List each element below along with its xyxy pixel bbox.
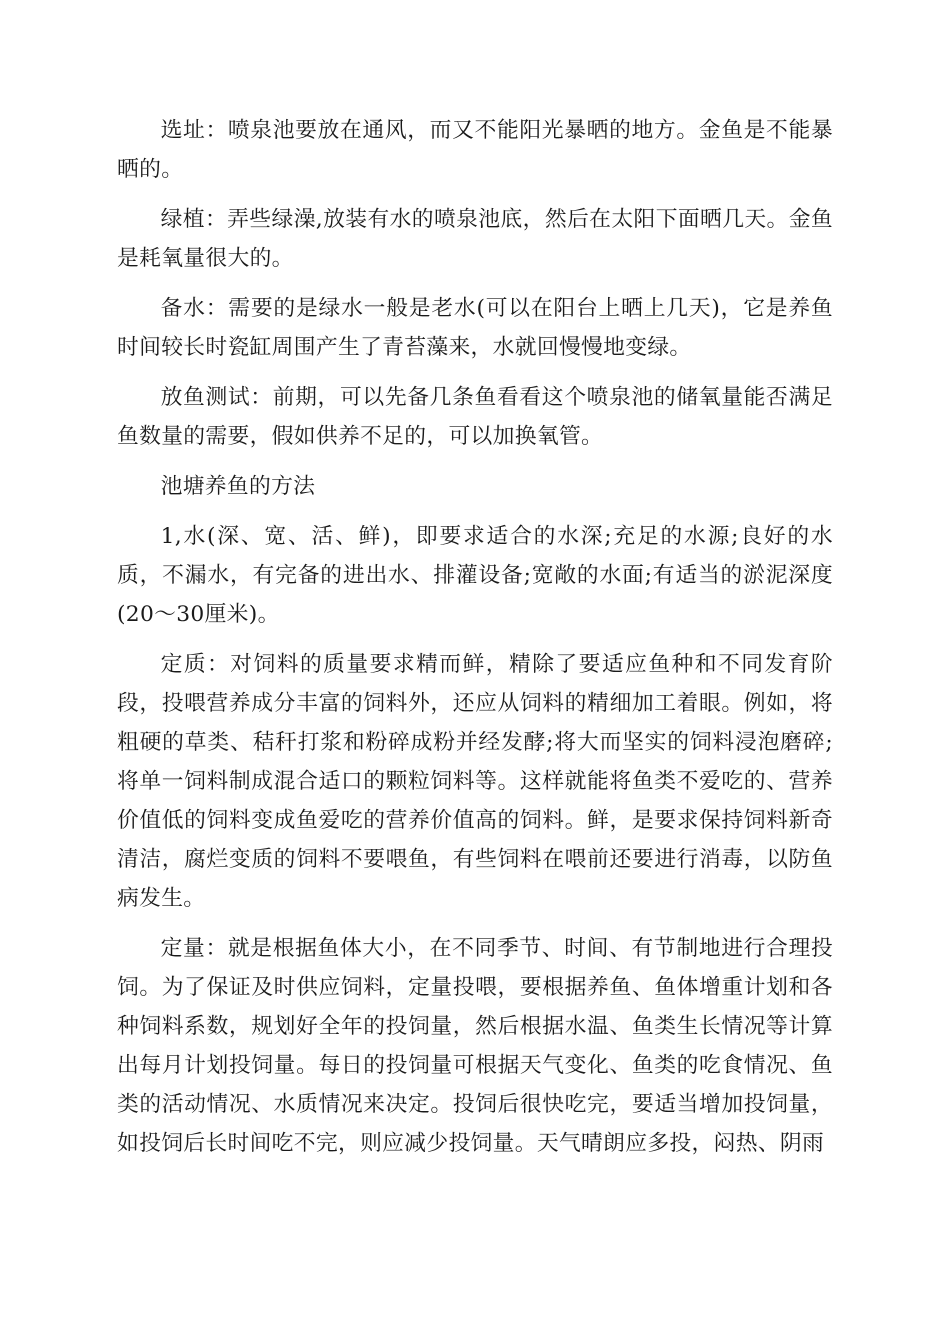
paragraph-water-requirements: 1,水(深、宽、活、鲜)，即要求适合的水深;充足的水源;良好的水质，不漏水，有完备的进出水、排灌设备;宽敞的水面;有适当的淤泥深度(20～30厘米)。: [117, 524, 833, 627]
paragraph-water-prep: 备水：需要的是绿水一般是老水(可以在阳台上晒上几天)，它是养鱼时间较长时瓷缸周围产生了青苔藻来，水就回慢慢地变绿。: [117, 296, 833, 360]
paragraph-fish-test: 放鱼测试：前期，可以先备几条鱼看看这个喷泉池的储氧量能否满足鱼数量的需要，假如供养不足的，可以加换氧管。: [117, 385, 833, 449]
paragraph-site-selection: 选址：喷泉池要放在通风，而又不能阳光暴晒的地方。金鱼是不能暴晒的。: [117, 118, 833, 182]
paragraph-feed-quantity: 定量：就是根据鱼体大小，在不同季节、时间、有节制地进行合理投饲。为了保证及时供应饲料，定量投喂，要根据养鱼、鱼体增重计划和各种饲料系数，规划好全年的投饲量，然后根据水温、鱼类生长情况等计算出每月计划投饲量。每日的投饲量可根据天气变化、鱼类的吃食情况、鱼类的活动情况、水质情况来决定。投饲后很快吃完，要适当增加投饲量，如投饲后长时间吃不完，则应减少投饲量。天气晴朗应多投，闷热、阴雨: [117, 936, 833, 1156]
document-body: [117, 111, 833, 1174]
paragraph-feed-quality: 定质：对饲料的质量要求精而鲜，精除了要适应鱼种和不同发育阶段，投喂营养成分丰富的饲料外，还应从饲料的精细加工着眼。例如，将粗硬的草类、秸秆打浆和粉碎成粉并经发酵;将大而坚实的饲料浸泡磨碎;将单一饲料制成混合适口的颗粒饲料等。这样就能将鱼类不爱吃的、营养价值低的饲料变成鱼爱吃的营养价值高的饲料。鲜，是要求保持饲料新奇清洁，腐烂变质的饲料不要喂鱼，有些饲料在喂前还要进行消毒，以防鱼病发生。: [117, 652, 833, 911]
paragraph-green-plants: 绿植：弄些绿澡,放装有水的喷泉池底，然后在太阳下面晒几天。金鱼是耗氧量很大的。: [117, 207, 833, 271]
section-heading-pond-methods: 池塘养鱼的方法: [160, 474, 316, 499]
